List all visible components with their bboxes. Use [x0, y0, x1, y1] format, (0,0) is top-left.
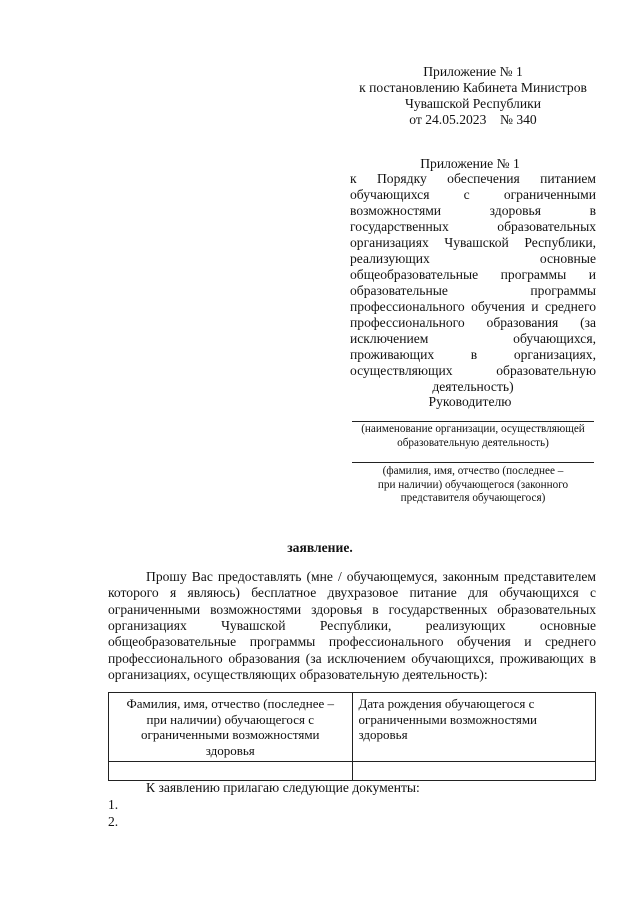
table-row [109, 762, 596, 781]
table-cell-birth-date[interactable] [352, 762, 596, 781]
statement-text: Прошу Вас предоставлять (мне / обучающемуся, законным представителем которого я являюсь) бесплатное двухразовое питание для обучающихся с ограниченными возможностями здоровья в государственных образовательных организациях Чувашской Республики, реализующих основные общеобразовательные программы профессионального обучения и среднего профессионального образования (за исключением обучающихся, проживающих в организациях, осуществляющих образовательную деятельность): [108, 569, 596, 682]
table-header-row [109, 693, 596, 762]
org-name-label-line2: образовательную деятельность) [397, 436, 549, 449]
person-name-label-line1: (фамилия, имя, отчество (последнее – [382, 465, 564, 477]
student-table [108, 692, 596, 781]
table-header-student-name: Фамилия, имя, отчество (последнее – при наличии) обучающегося с ограниченными возможностями здоровья [109, 693, 353, 762]
statement-title: заявление. [287, 540, 353, 555]
appendix-resolution-header [352, 64, 594, 128]
attachments-intro: К заявлению прилагаю следующие документы: [146, 780, 420, 795]
org-name-label [352, 423, 594, 450]
recipient-heading: Руководителю [428, 394, 512, 409]
org-name-label-line1: (наименование организации, осуществляющей [361, 423, 585, 435]
attachment-item-2: 2. [108, 814, 119, 829]
appendix-republic: Чувашской Республики [405, 96, 541, 112]
table-cell-student-name[interactable] [109, 762, 353, 781]
table-header-birth-date: Дата рождения обучающегося с ограниченными возможностями здоровья [352, 693, 596, 762]
org-name-line [352, 421, 594, 422]
appendix-number: Приложение № 1 [423, 64, 523, 79]
person-name-line [352, 462, 594, 463]
appendix-order-title: Приложение № 1 [420, 156, 520, 171]
person-name-label [352, 465, 594, 506]
appendix-date-number: от 24.05.2023 № 340 [409, 112, 537, 128]
appendix-order-body: к Порядку обеспечения питанием обучающихся с ограниченными возможностями здоровья в государственных образовательных организациях Чувашской Республики, реализующих основные общеобразовательные программы и образовательные программы профессионального обучения и среднего профессионального образования (за исключением обучающихся, проживающих в организациях, осуществляющих образовательную деятельность) [350, 171, 596, 395]
appendix-resolution-ref: к постановлению Кабинета Министров [359, 80, 587, 96]
person-name-label-line3: представителя обучающегося) [400, 492, 546, 505]
attachment-item-1: 1. [108, 797, 119, 812]
person-name-label-line2: при наличии) обучающегося (законного [377, 478, 569, 491]
